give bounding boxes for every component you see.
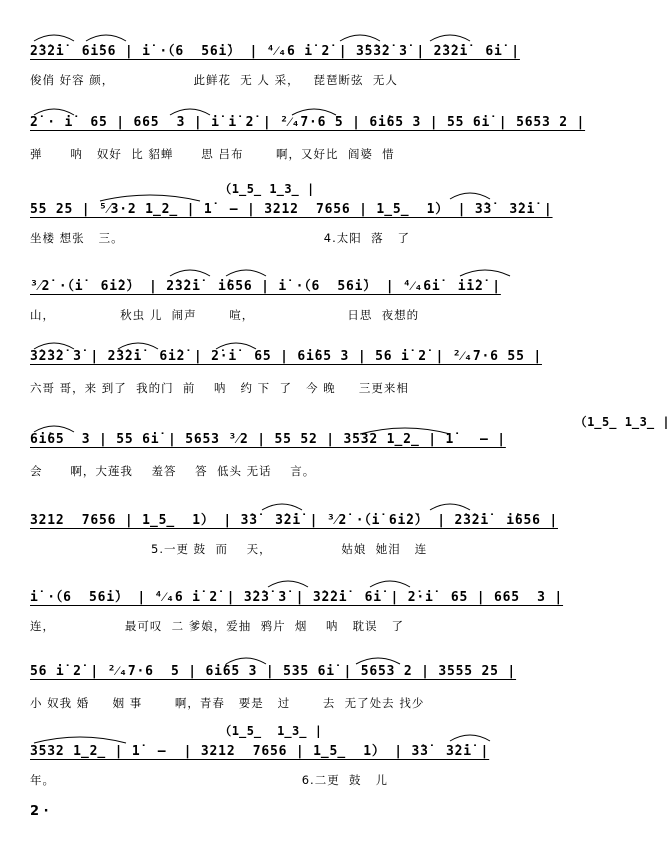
score-system-1	[30, 27, 550, 99]
notation-line: 56 i̇ 2̇ | ²⁄₄7·6 5 | 6i̇65 3 | 535 6i̇ | 5653 2 | 3555 25 |	[30, 664, 517, 679]
score-system-4	[30, 262, 550, 334]
lyrics-line: 小 奴我 婚 姻 事 啊，青春 要是 过 去 无了处去 找少	[30, 696, 425, 710]
notation-line: 6i̇65 3 | 55 6i̇ | 5653 ³⁄2 | 55 52 | 3532 1̲2̲ | 1̇ – |	[30, 432, 506, 447]
system-annotation: （1̲5̲ 1̲3̲ |	[142, 724, 323, 738]
score-system-2	[30, 101, 586, 173]
lyrics-line: 山， 秋虫 儿 闹声 喧， 日思 夜想的	[30, 308, 420, 322]
notation-line: 55 25 | ⁵⁄3·2 1̲2̲ | 1̇ – | 3212 7656 | 1̲5̲ 1） | 3̇3̇ 3̇2̇i̇ |	[30, 202, 553, 217]
lyrics-line: 年。 6.二更 鼓 儿	[30, 773, 388, 787]
notation-line: i̇ ·（6 56i̇） | ⁴⁄₄6 i̇ 2̇ | 3̇2̇3̇ 3̇ | 3̇2̇2̇i̇ 6i̇ | 2̇·i̇ 65 | 665 3 |	[30, 590, 564, 605]
score-system-7	[30, 496, 558, 568]
system-annotation: （1̲5̲ 1̲3̲ |	[142, 415, 670, 429]
notation-line: 3532 1̲2̲ | 1̇ – | 3212 7656 | 1̲5̲ 1） | 3̇3̇ 3̇2̇i̇ |	[30, 744, 490, 759]
system-annotation: （1̲5̲ 1̲3̲ |	[142, 182, 315, 196]
notation-line: 3212 7656 | 1̲5̲ 1） | 3̇3̇ 3̇2̇i̇ | ³⁄2̇ ·（i̇ 6i̇2̇） | 2̇3̇2̇i̇ i̇656 |	[30, 513, 558, 528]
notation-line: 3̇2̇3̇2̇ 3̇ | 2̇3̇2̇i̇ 6i̇2̇ | 2̇·i̇ 65 | 6i̇65 3 | 56 i̇ 2̇ | ²⁄₄7·6 55 |	[30, 349, 542, 364]
notation-line: ³⁄2̇ ·（i̇ 6i̇2̇） | 2̇3̇2̇i̇ i̇656 | i̇ ·（6 56i̇） | ⁴⁄₄6i̇ i̇i̇2̇ |	[30, 279, 501, 294]
notation-line: 2̇ · i̇ 65 | 665 3 | i̇ i̇ 2̇ | ²⁄₄7·6 5 | 6i̇65 3 | 55 6i̇ | 5653 2 |	[30, 115, 586, 130]
score-system-8	[30, 573, 564, 645]
lyrics-line: 连， 最可叹 二 爹娘，爱抽 鸦片 烟 呐 耽误 了	[30, 619, 404, 633]
lyrics-line: 俊俏 好容 颜， 此鲜花 无 人 采， 琵琶断弦 无人	[30, 73, 398, 87]
score-system-10	[30, 724, 550, 799]
score-system-5	[30, 335, 550, 407]
notation-line: 2̇3̇2̇i̇ 6i̇56 | i̇ ·（6 56i̇） | ⁴⁄₄6 i̇ 2̇ | 3̇5̇3̇2̇ 3̇ | 2̇3̇2̇i̇ 6i̇ |	[30, 44, 520, 59]
lyrics-line: 5.一更 鼓 而 天， 姑娘 她泪 连	[30, 542, 428, 556]
lyrics-line: 弹 呐 奴好 比 貂蝉 思 吕布 啊，又好比 阎婆 惜	[30, 147, 395, 161]
lyrics-line: 坐楼 想张 三。 4.太阳 落 了	[30, 231, 411, 245]
lyrics-line: 会 啊，大莲我 羞答 答 低头 无话 言。	[30, 464, 316, 478]
score-system-3	[30, 182, 553, 257]
score-system-9	[30, 650, 550, 722]
page-number: 2 ·	[30, 804, 49, 819]
lyrics-line: 六哥 哥，来 到了 我的门 前 呐 约 下 了 今 晚 三更来相	[30, 381, 409, 395]
score-system-6	[30, 415, 670, 490]
